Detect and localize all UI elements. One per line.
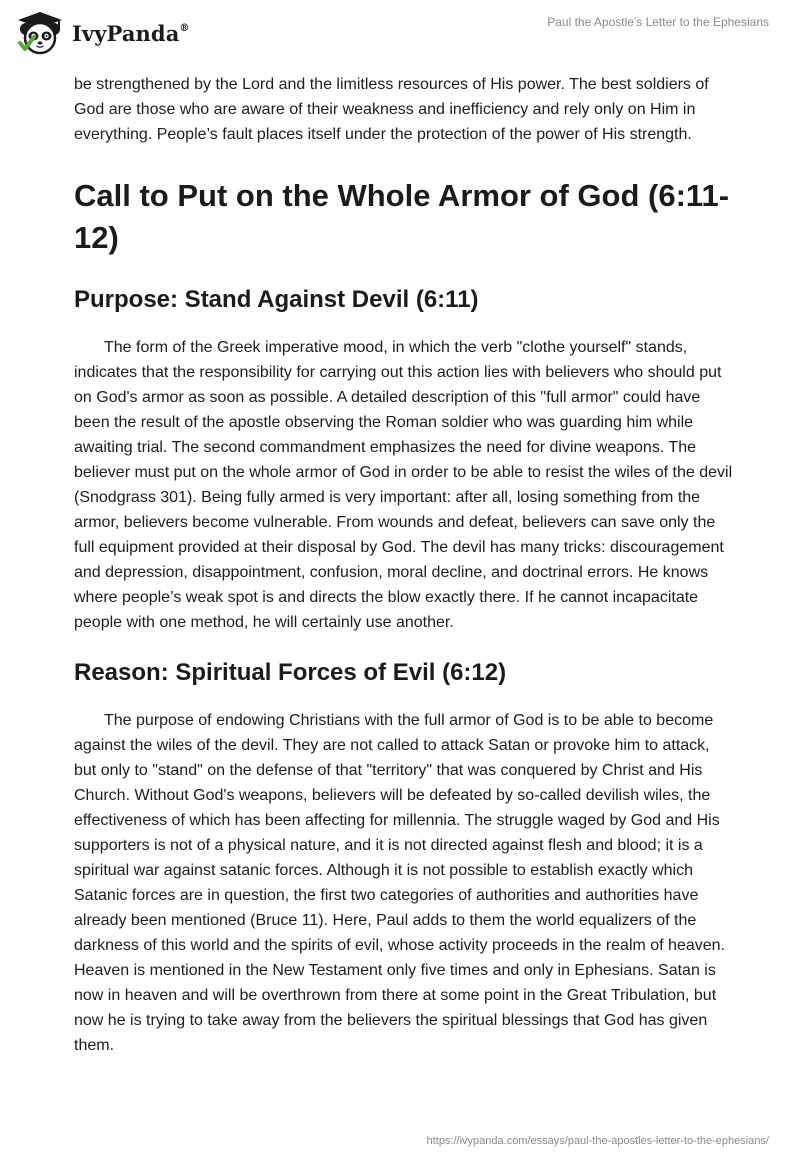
brand-registered-mark: ® [179, 22, 190, 34]
intro-paragraph: be strengthened by the Lord and the limitless resources of His power. The best soldiers of God are those who are aware of their weakness and inefficiency and rely only on Him in everything. People’s fault places itself under the protection of the power of His strength. [74, 76, 709, 143]
subsection-heading-purpose: Purpose: Stand Against Devil (6:11) [74, 286, 479, 313]
subsection-heading-reason: Reason: Spiritual Forces of Evil (6:12) [74, 659, 507, 686]
section-heading: Call to Put on the Whole Armor of God (6:11-12) [74, 178, 730, 255]
brand-logo[interactable] [14, 10, 190, 56]
brand-name-text: IvyPanda [72, 20, 180, 46]
page-header [0, 0, 800, 70]
source-url[interactable]: https://ivypanda.com/essays/paul-the-apostles-letter-to-the-ephesians/ [426, 1135, 769, 1147]
purpose-paragraph: The form of the Greek imperative mood, in which the verb "clothe yourself" stands, indicates that the responsibility for carrying out this action lies with believers who should put on God's armor as soon as possible. A detailed description of this "full armor" could have been the result of the apostle observing the Roman soldier who was guarding him while awaiting trial. The second commandment emphasizes the need for divine weapons. The believer must put on the whole armor of God in order to be able to resist the wiles of the devil (Snodgrass 301). Being fully armed is very important: after all, losing something from the armor, believers become vulnerable. From wounds and defeat, believers can save only the full equipment provided at their disposal by God. The devil has many tricks: discouragement and depression, disappointment, confusion, moral decline, and doctrinal errors. He knows where people’s weak spot is and directs the blow exactly there. If he cannot incapacitate people with one method, he will certainly use another. [74, 339, 733, 631]
panda-graduate-logo-icon [14, 10, 66, 56]
document-title: Paul the Apostle's Letter to the Ephesians [547, 15, 769, 29]
essay-content [74, 72, 734, 1058]
brand-name [72, 21, 190, 46]
reason-paragraph: The purpose of endowing Christians with the full armor of God is to be able to become against the wiles of the devil. They are not called to attack Satan or provoke him to attack, but only to "stand" on the defense of that "territory" that was conquered by Christ and His Church. Without God's weapons, believers will be defeated by so-called devilish wiles, the effectiveness of which has been affecting for millennia. The struggle waged by God and His supporters is not of a physical nature, and it is not directed against flesh and blood; it is a spiritual war against satanic forces. Although it is not possible to establish exactly which Satanic forces are in question, the first two categories of authorities and authorities have already been mentioned (Bruce 11). Here, Paul adds to them the world equalizers of the darkness of this world and the spirits of evil, whose activity proceeds in the realm of heaven. Heaven is mentioned in the New Testament only five times and only in Ephesians. Satan is now in heaven and will be overthrown from there at some point in the Great Tribulation, but now he is trying to take away from the believers the spiritual blessings that God has given them. [74, 712, 725, 1054]
